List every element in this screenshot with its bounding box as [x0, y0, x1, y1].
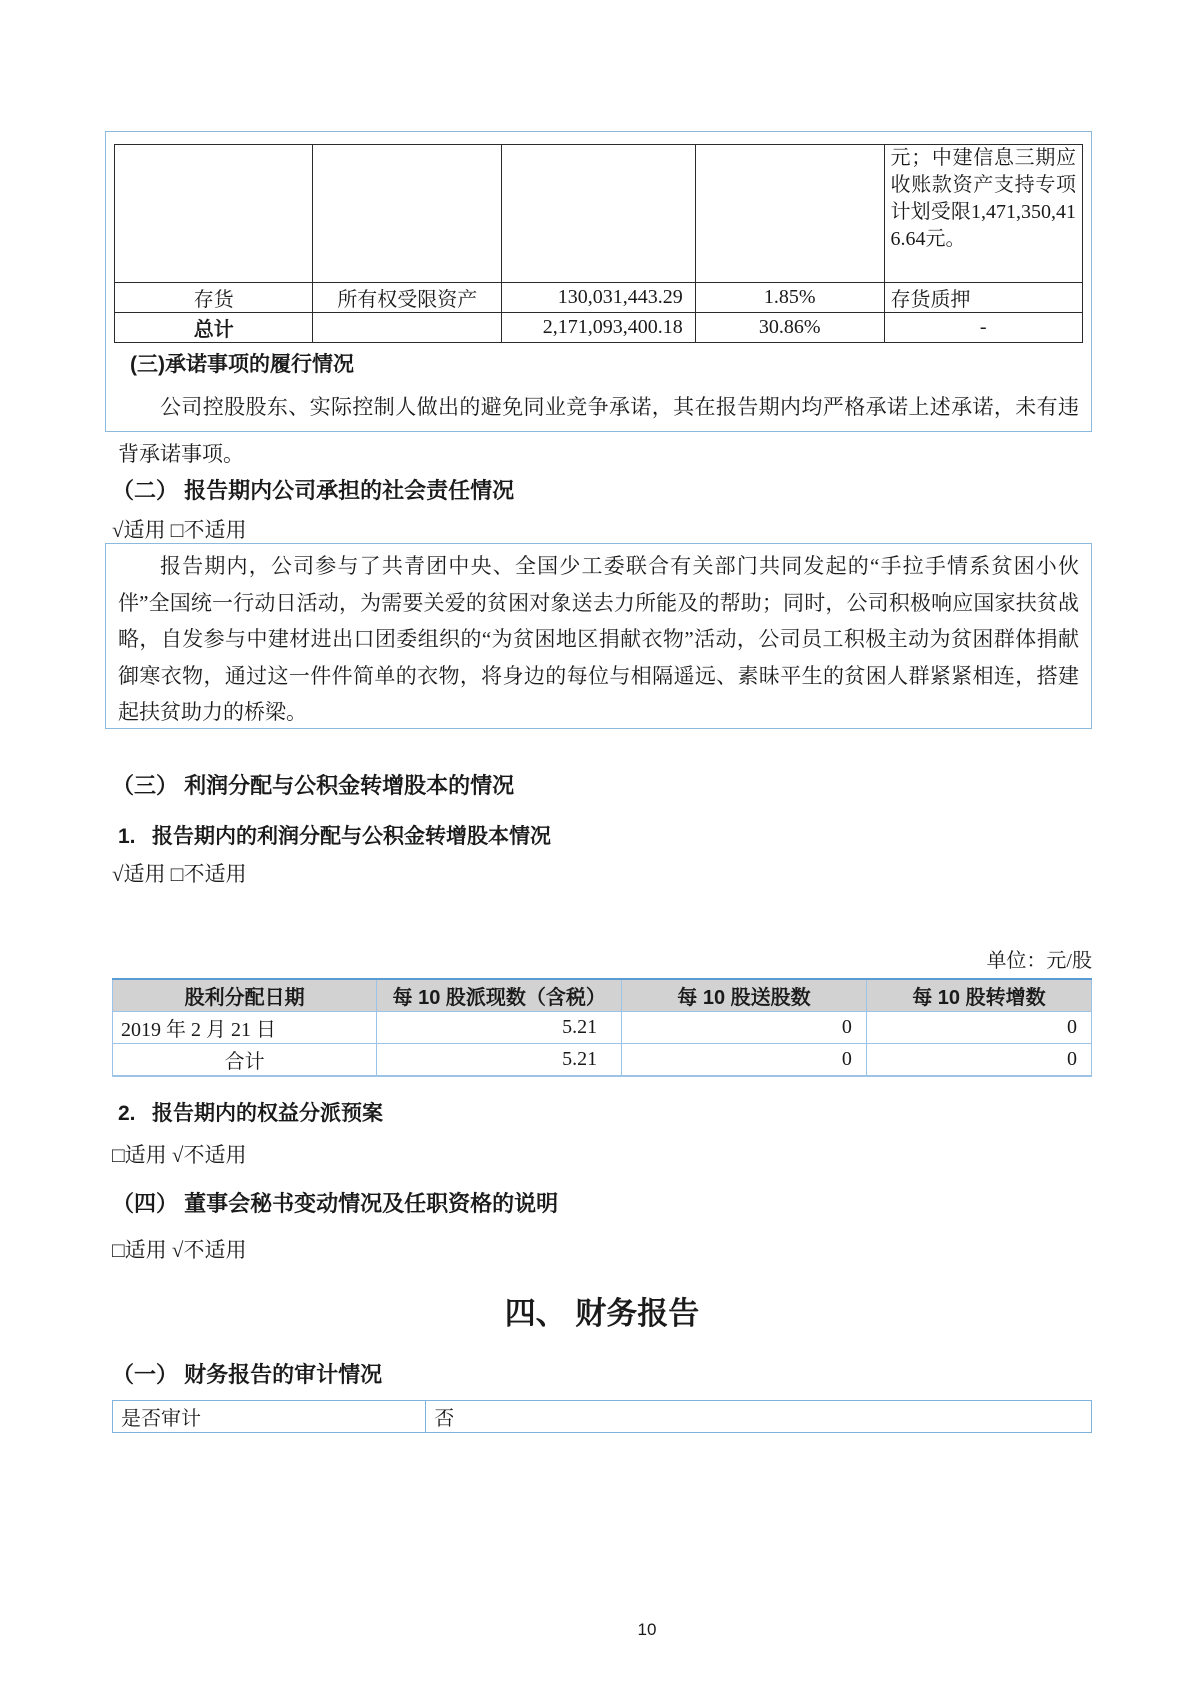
item-number: 2. [118, 1102, 136, 1125]
item-number: 1. [118, 825, 136, 848]
section4-applicability: □适用 √不适用 [112, 1238, 247, 1262]
total-ratio-cell: 30.86% [695, 313, 884, 343]
section3-item2-applicability: □适用 √不适用 [112, 1143, 247, 1167]
total-label-cell: 合计 [113, 1044, 377, 1077]
ratio-cell: 1.85% [695, 283, 884, 313]
empty-cell [115, 145, 313, 283]
category-cell: 所有权受限资产 [313, 283, 502, 313]
audit-table [112, 1400, 1092, 1433]
category-cell [313, 313, 502, 343]
header-cash-per-10: 每 10 股派现数（含税） [377, 979, 622, 1012]
section3-item1-heading [118, 820, 551, 850]
header-dividend-date: 股利分配日期 [113, 979, 377, 1012]
item-title: 报告期内的权益分派预案 [152, 1102, 383, 1125]
restricted-assets-table [114, 144, 1083, 343]
remark-cell: 存货质押 [884, 283, 1082, 313]
section4-heading: （四） 董事会秘书变动情况及任职资格的说明 [112, 1191, 559, 1216]
table-header-row [113, 979, 1092, 1012]
social-responsibility-paragraph: 报告期内，公司参与了共青团中央、全国少工委联合有关部门共同发起的“手拉手情系贫困小伙伴”全国统一行动日活动，为需要关爱的贫困对象送去力所能及的帮助；同时，公司积极响应国家扶贫战略，自发参与中建材进出口团委组织的“为贫困地区捐献衣物”活动，公司员工积极主动为贫困群体捐献御寒衣物，通过这一件件简单的衣物，将身边的每位与相隔遥远、素昧平生的贫困人群紧紧相连，搭建起扶贫助力的桥梁。 [118, 554, 1079, 724]
audit-label-cell: 是否审计 [113, 1401, 426, 1433]
empty-cell [313, 145, 502, 283]
amount-cell: 130,031,443.29 [502, 283, 696, 313]
page-number: 10 [637, 1620, 657, 1639]
section3-item2-heading [118, 1097, 383, 1127]
total-amount-cell: 2,171,093,400.18 [502, 313, 696, 343]
cash-total-cell: 5.21 [377, 1044, 622, 1077]
social-responsibility-box [105, 543, 1092, 729]
bonus-total-cell: 0 [622, 1044, 867, 1077]
table-row [115, 283, 1083, 313]
restriction-note-cell: 元；中建信息三期应收账款资产支持专项计划受限1,471,350,416.64元。 [884, 145, 1082, 283]
section2-heading: （二） 报告期内公司承担的社会责任情况 [112, 478, 515, 503]
total-remark-cell: - [884, 313, 1082, 343]
cash-cell: 5.21 [377, 1012, 622, 1044]
dividend-date-cell: 2019 年 2 月 21 日 [113, 1012, 377, 1044]
audit-value-cell: 否 [426, 1401, 1092, 1433]
empty-cell [502, 145, 696, 283]
section3-heading: （三） 利润分配与公积金转增股本的情况 [112, 773, 515, 798]
table-row [113, 1044, 1092, 1077]
bonus-cell: 0 [622, 1012, 867, 1044]
transfer-total-cell: 0 [866, 1044, 1091, 1077]
section2-applicability: √适用 □不适用 [112, 518, 247, 542]
table-row [115, 145, 1083, 283]
item-title: 报告期内的利润分配与公积金转增股本情况 [152, 825, 551, 848]
header-transfer-per-10: 每 10 股转增数 [866, 979, 1091, 1012]
total-label-cell: 总计 [115, 313, 313, 343]
header-bonus-per-10: 每 10 股送股数 [622, 979, 867, 1012]
commitments-paragraph: 公司控股股东、实际控制人做出的避免同业竞争承诺，其在报告期内均严格承诺上述承诺，未有违背承诺事项。 [118, 395, 1079, 466]
unit-label: 单位：元/股 [986, 950, 1092, 972]
chapter4-sub1-heading: （一） 财务报告的审计情况 [112, 1362, 383, 1387]
table-row [113, 1401, 1092, 1433]
transfer-cell: 0 [866, 1012, 1091, 1044]
chapter4-heading: 四、 财务报告 [504, 1296, 700, 1331]
dividend-table [112, 978, 1092, 1077]
section3-item1-applicability: √适用 □不适用 [112, 862, 247, 886]
table-row [115, 313, 1083, 343]
restricted-assets-box [105, 131, 1092, 466]
table-row [113, 1012, 1092, 1044]
commitments-heading: (三)承诺事项的履行情况 [130, 353, 354, 376]
item-cell: 存货 [115, 283, 313, 313]
empty-cell [695, 145, 884, 283]
